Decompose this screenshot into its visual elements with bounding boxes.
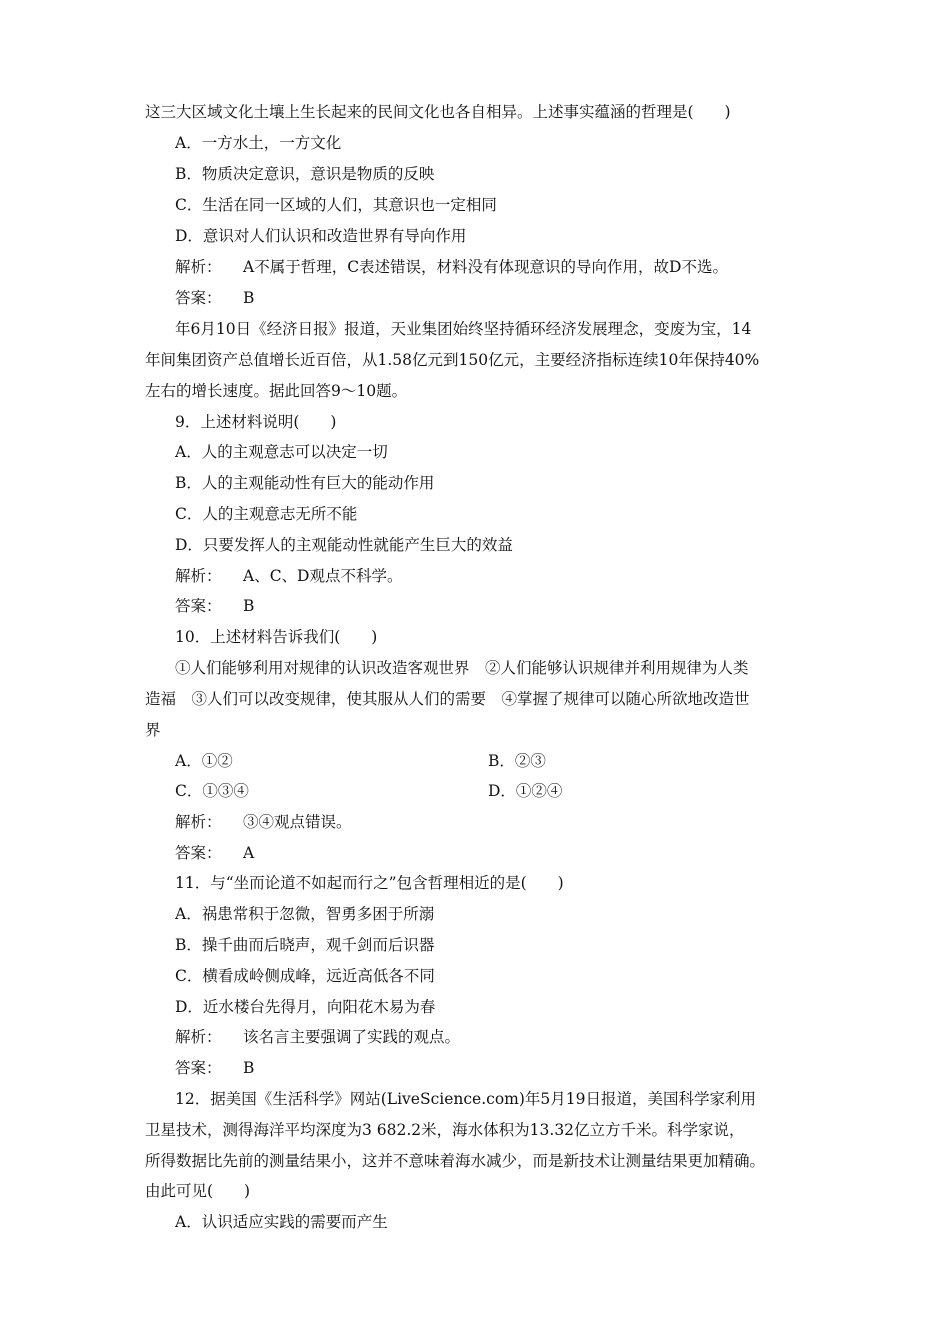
q10-analysis [175, 811, 815, 833]
analysis-text: A、C、D观点不科学。 [243, 567, 403, 585]
q10-option-b: B．②③ [488, 752, 546, 770]
q12-stem-line-4: 由此可见( ) [145, 1182, 251, 1200]
q9-option-d: D．只要发挥人的主观能动性就能产生巨大的效益 [175, 536, 513, 554]
q10-option-a: A．①② [175, 752, 233, 770]
q10-statement-line-2: 造福 ③人们可以改变规律，使其服从人们的需要 ④掌握了规律可以随心所欲地改造世 [145, 690, 750, 708]
q10-stem: 10．上述材料告诉我们( ) [175, 628, 378, 646]
q10-statement-line-3: 界 [145, 721, 161, 739]
q10-option-c: C．①③④ [175, 782, 249, 800]
q8-stem-tail: 这三大区域文化土壤上生长起来的民间文化也各自相异。上述事实蕴涵的哲理是( ) [145, 103, 731, 121]
q12-stem-line-3: 所得数据比先前的测量结果小，这并不意味着海水减少，而是新技术让测量结果更加精确。 [145, 1152, 766, 1170]
analysis-label: 解析： [175, 567, 222, 585]
q11-answer [175, 1057, 815, 1079]
q9-option-a: A．人的主观意志可以决定一切 [175, 443, 388, 461]
q12-stem-line-2: 卫星技术，测得海洋平均深度为3 682.2米，海水体积为13.32亿立方千米。科学家说， [145, 1121, 745, 1139]
answer-value: A [243, 844, 255, 862]
analysis-label: 解析： [175, 258, 222, 276]
q11-option-a: A．祸患常积于忽微，智勇多困于所溺 [175, 905, 435, 923]
answer-label: 答案： [175, 1059, 222, 1077]
q9-stem: 9．上述材料说明( ) [175, 413, 337, 431]
material-line-2: 年间集团资产总值增长近百倍，从1.58亿元到150亿元，主要经济指标连续10年保持40% [145, 351, 760, 369]
q8-option-b: B．物质决定意识，意识是物质的反映 [175, 165, 435, 183]
q12-stem-line-1: 12．据美国《生活科学》网站(LiveScience.com)年5月19日报道，美国科学家利用 [175, 1090, 756, 1108]
q10-option-d: D．①②④ [488, 782, 563, 800]
q11-analysis [175, 1026, 815, 1048]
q9-option-b: B．人的主观能动性有巨大的能动作用 [175, 474, 435, 492]
material-line-3: 左右的增长速度。据此回答9～10题。 [145, 382, 408, 400]
q8-option-c: C．生活在同一区域的人们，其意识也一定相同 [175, 196, 497, 214]
answer-value: B [243, 289, 255, 307]
analysis-text: 该名言主要强调了实践的观点。 [243, 1028, 461, 1046]
answer-value: B [243, 1059, 255, 1077]
q9-analysis [175, 565, 815, 587]
analysis-label: 解析： [175, 813, 222, 831]
material-line-1: 年6月10日《经济日报》报道，天业集团始终坚持循环经济发展理念，变废为宝，14 [175, 320, 752, 338]
answer-label: 答案： [175, 289, 222, 307]
q11-option-b: B．操千曲而后晓声，观千剑而后识器 [175, 936, 435, 954]
q9-option-c: C．人的主观意志无所不能 [175, 505, 358, 523]
analysis-label: 解析： [175, 1028, 222, 1046]
q10-answer [175, 842, 815, 864]
q8-option-a: A．一方水土，一方文化 [175, 134, 342, 152]
answer-value: B [243, 597, 255, 615]
q11-option-c: C．横看成岭侧成峰，远近高低各不同 [175, 967, 435, 985]
q12-option-a: A．认识适应实践的需要而产生 [175, 1213, 388, 1231]
q8-option-d: D．意识对人们认识和改造世界有导向作用 [175, 227, 467, 245]
q9-answer [175, 595, 815, 617]
answer-label: 答案： [175, 597, 222, 615]
q11-option-d: D．近水楼台先得月，向阳花木易为春 [175, 998, 436, 1016]
q11-stem: 11．与“坐而论道不如起而行之”包含哲理相近的是( ) [175, 874, 564, 892]
analysis-text: A不属于哲理，C表述错误，材料没有体现意识的导向作用，故D不选。 [243, 258, 728, 276]
answer-label: 答案： [175, 844, 222, 862]
analysis-text: ③④观点错误。 [243, 813, 352, 831]
q10-statement-line-1: ①人们能够利用对规律的认识改造客观世界 ②人们能够认识规律并利用规律为人类 [175, 659, 749, 677]
q8-answer [175, 287, 815, 309]
q8-analysis [175, 256, 815, 278]
